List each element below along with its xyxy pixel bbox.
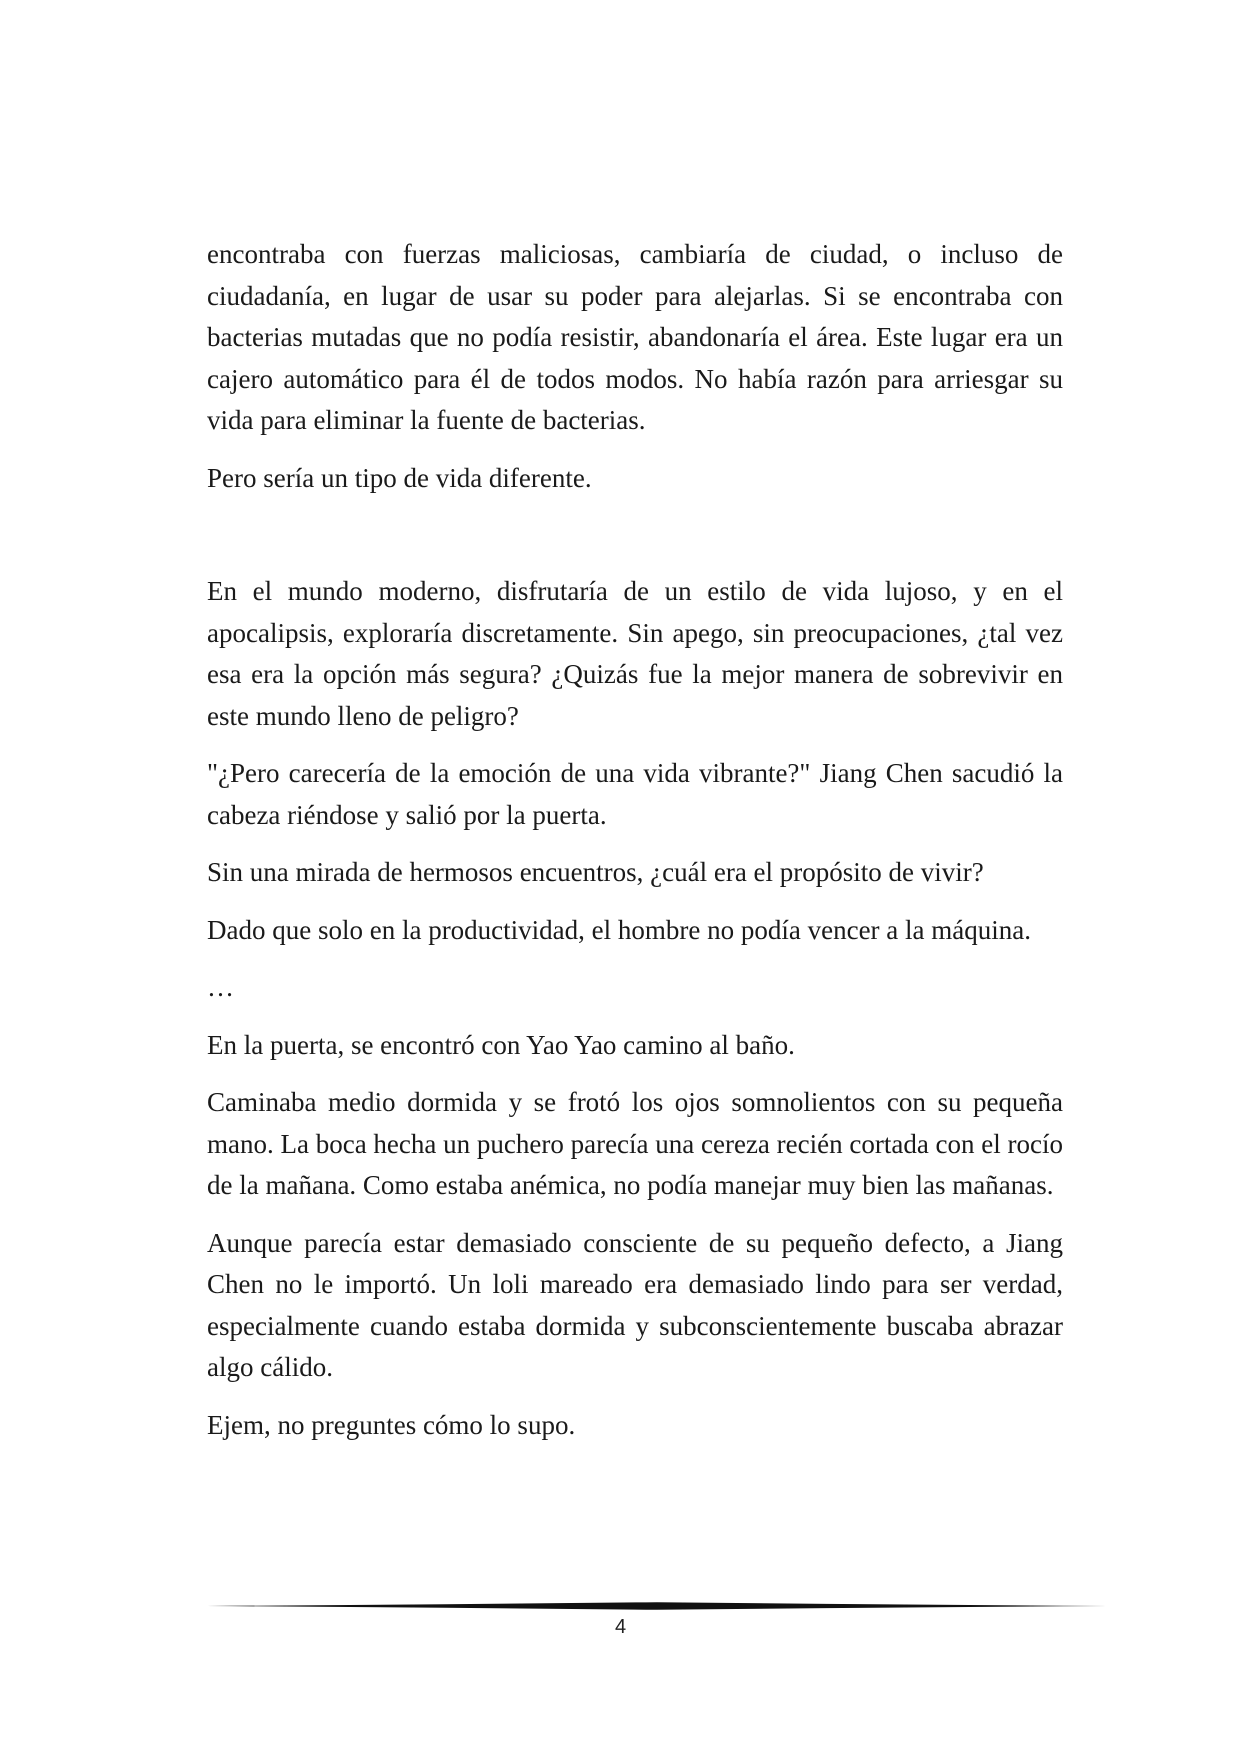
footer-divider	[207, 1600, 1107, 1612]
section-break	[207, 515, 1063, 571]
paragraph: Sin una mirada de hermosos encuentros, ¿cuál era el propósito de vivir?	[207, 857, 984, 887]
page-number: 4	[614, 1616, 627, 1638]
paragraph: Dado que solo en la productividad, el hombre no podía vencer a la máquina.	[207, 914, 1031, 945]
paragraph: Caminaba medio dormida y se frotó los ojos somnolientos con su pequeña mano. La boca hecha un puchero parecía una cereza recién cortada con el rocío de la mañana. Como estaba anémica, no podía manejar muy bien las mañanas.	[207, 1087, 1063, 1200]
paragraph: encontraba con fuerzas maliciosas, cambiaría de ciudad, o incluso de ciudadanía, en lugar de usar su poder para alejarlas. Si se encontraba con bacterias mutadas que no podía resistir, abandonaría el área. Este lugar era un cajero automático para él de todos modos. No había razón para arriesgar su vida para eliminar la fuente de bacterias.	[207, 239, 1063, 435]
paragraph: …	[207, 972, 234, 1002]
paragraph: Ejem, no preguntes cómo lo supo.	[207, 1409, 576, 1440]
paragraph: Pero sería un tipo de vida diferente.	[207, 462, 592, 493]
paragraph: En el mundo moderno, disfrutaría de un estilo de vida lujoso, y en el apocalipsis, exploraría discretamente. Sin apego, sin preocupaciones, ¿tal vez esa era la opción más segura? ¿Quizás fue la mejor manera de sobrevivir en este mundo lleno de peligro?	[207, 576, 1063, 731]
paragraph: En la puerta, se encontró con Yao Yao camino al baño.	[207, 1029, 795, 1060]
body-text	[207, 234, 1063, 1462]
paragraph: Aunque parecía estar demasiado consciente de su pequeño defecto, a Jiang Chen no le importó. Un loli mareado era demasiado lindo para ser verdad, especialmente cuando estaba dormida y subconscientemente buscaba abrazar algo cálido.	[207, 1227, 1063, 1382]
paragraph: "¿Pero carecería de la emoción de una vida vibrante?" Jiang Chen sacudió la cabeza riéndose y salió por la puerta.	[207, 758, 1063, 830]
